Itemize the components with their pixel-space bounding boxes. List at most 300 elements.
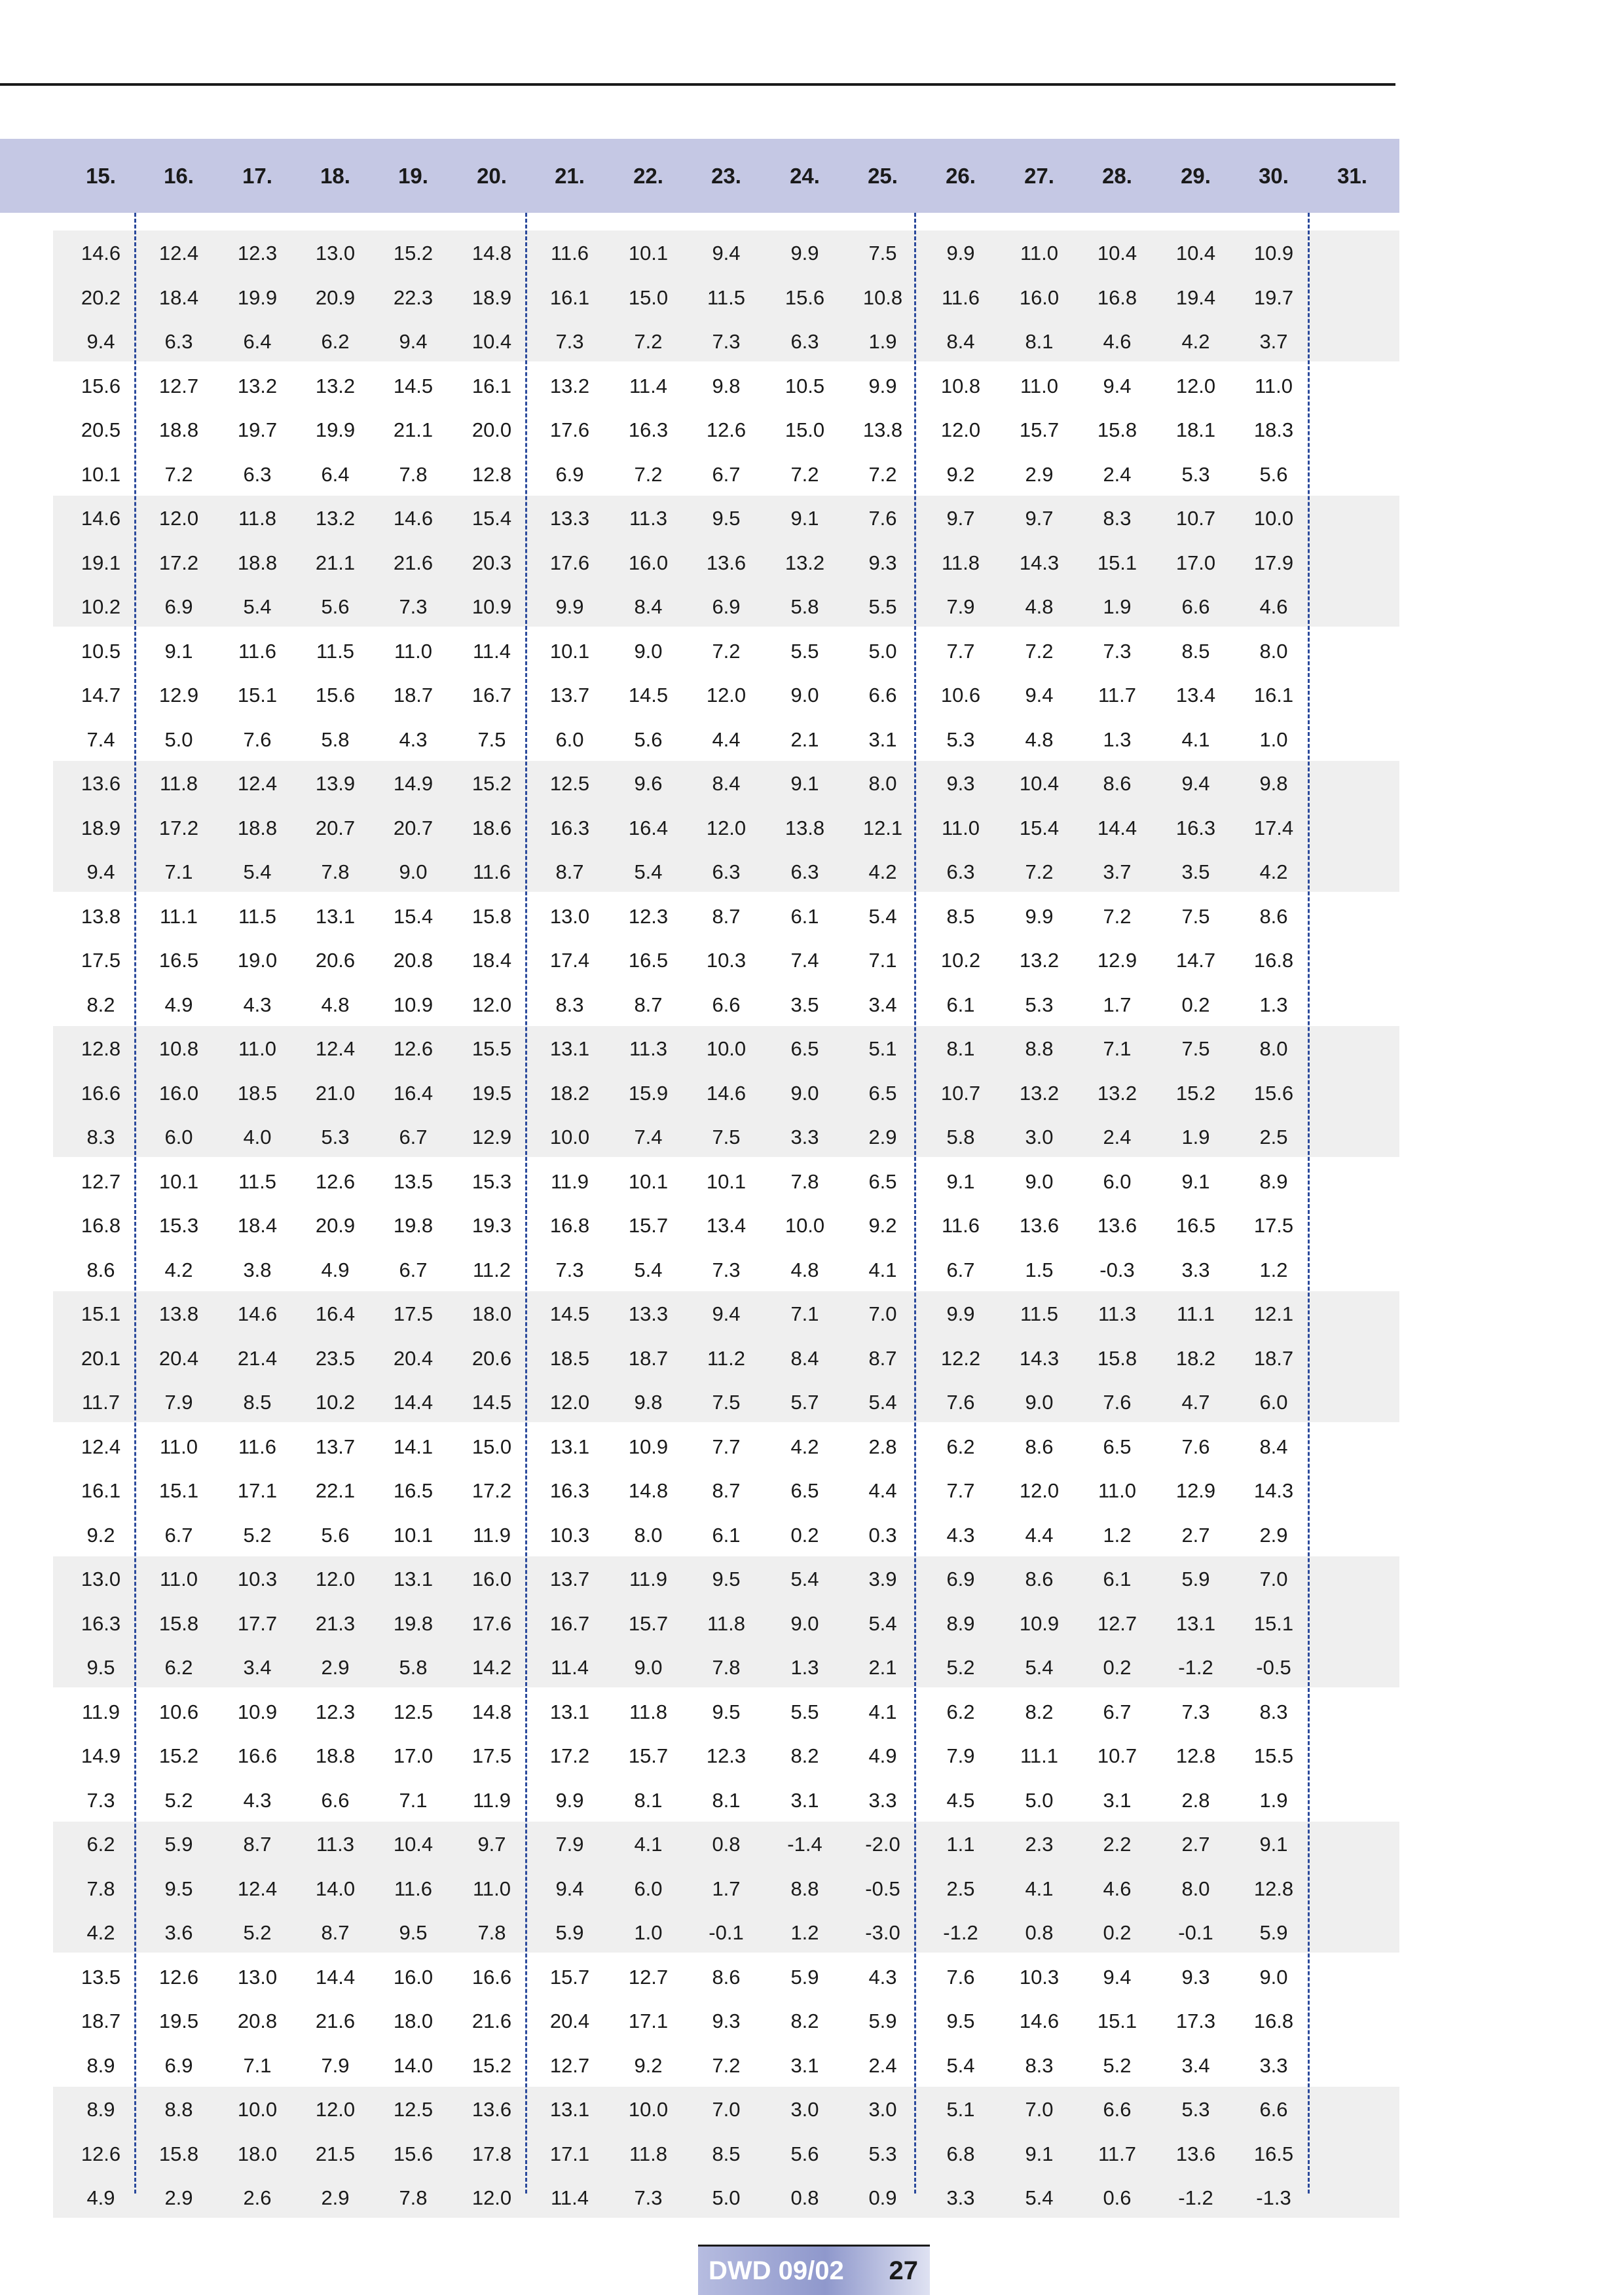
table-cell: 11.8 [629,1700,668,1723]
table-cell: 4.3 [243,993,272,1016]
table-cell: 6.3 [946,860,975,883]
table-cell: 18.7 [81,2010,121,2032]
table-cell: 15.7 [628,1214,669,1237]
table-cell: 5.0 [712,2186,741,2209]
table-cell [1314,1203,1391,1247]
table-cell: 9.1 [790,507,819,530]
table-cell: 5.6 [634,727,663,751]
table-cell: 18.0 [471,1302,512,1325]
table-cell: 10.2 [81,595,121,618]
table-cell: 4.6 [1103,330,1132,353]
footer-badge [698,2245,930,2295]
table-cell: 4.8 [1025,595,1054,618]
table-cell: -0.5 [1256,1656,1291,1679]
table-cell: 0.8 [1025,1921,1054,1944]
table-cell: 18.2 [1175,1346,1216,1370]
table-cell: 6.3 [790,860,819,883]
table-cell: 8.0 [1181,1877,1210,1900]
table-cell: 12.0 [706,684,747,707]
table-cell: 11.0 [159,1568,198,1590]
table-cell: 3.3 [1259,2053,1288,2077]
table-cell: 14.3 [1019,551,1060,574]
table-cell: 13.8 [81,904,121,928]
table-cell: 11.9 [81,1700,120,1723]
table-cell: 5.4 [1025,1656,1054,1679]
table-cell: 15.1 [158,1479,199,1502]
table-cell: 12.5 [393,1700,434,1723]
table-cell: 17.3 [1175,2010,1216,2032]
table-cell: 14.1 [393,1435,434,1458]
table-cell: 20.8 [393,949,434,972]
table-cell: 8.9 [86,2053,115,2077]
table-cell: 13.0 [549,904,590,928]
table-cell: 6.0 [164,1126,193,1148]
table-cell: 16.8 [549,1214,590,1237]
table-cell: 9.9 [946,242,975,265]
table-cell: 8.5 [712,2142,741,2165]
table-cell: 18.9 [81,816,121,839]
table-cell: 17.2 [158,551,199,574]
table-cell: 2.2 [1103,1833,1132,1856]
table-cell: 14.0 [393,2053,434,2077]
table-cell: 7.3 [1103,639,1132,663]
table-cell: 18.3 [1253,418,1294,441]
table-cell: 20.3 [471,551,512,574]
day-header: 29. [1181,164,1211,188]
table-cell: 14.6 [1019,2010,1060,2032]
table-cell [1314,1071,1391,1115]
table-cell: 8.2 [790,1744,819,1767]
table-cell [1314,1160,1391,1203]
table-cell: 10.9 [628,1435,669,1458]
table-cell: 7.3 [555,330,584,353]
table-cell [1314,1380,1391,1424]
table-cell: -3.0 [865,1921,900,1944]
table-cell: 9.5 [86,1656,115,1679]
table-cell: 4.5 [946,1788,975,1812]
table-cell: 6.7 [164,1523,193,1547]
table-cell: 6.6 [712,993,741,1016]
table-cell: 9.4 [399,330,428,353]
table-cell: 11.8 [159,772,198,795]
table-cell: 2.3 [1025,1833,1054,1856]
table-cell: 3.7 [1103,860,1132,883]
table-cell: 9.5 [712,507,741,530]
table-cell: 5.8 [321,727,350,751]
table-cell: 15.4 [1019,816,1060,839]
table-cell: 9.0 [1025,1169,1054,1193]
table-cell: 9.0 [399,860,428,883]
table-cell: -1.2 [1178,1656,1213,1679]
table-cell: 11.5 [316,639,355,663]
table-cell: 8.3 [555,993,584,1016]
day-header: 31. [1337,164,1367,188]
table-cell: 7.8 [86,1877,115,1900]
table-cell: 8.3 [1103,507,1132,530]
table-cell: 14.3 [1253,1479,1294,1502]
table-cell: 15.6 [1253,1081,1294,1105]
table-cell: 20.2 [81,285,121,309]
table-cell: 15.5 [471,1037,512,1060]
table-cell: 6.2 [321,330,350,353]
table-cell: -1.3 [1256,2186,1291,2209]
table-cell: 5.4 [243,595,272,618]
table-cell: 12.4 [237,1877,278,1900]
table-cell: 8.4 [712,772,741,795]
table-cell: 15.8 [158,2142,199,2165]
table-cell: 6.5 [868,1169,897,1193]
table-cell: 2.9 [164,2186,193,2209]
table-cell: 17.5 [81,949,121,972]
table-cell: 10.1 [706,1169,747,1193]
table-cell: 8.0 [868,772,897,795]
table-cell: 13.7 [549,684,590,707]
table-cell: 9.2 [868,1214,897,1237]
table-cell: 9.7 [477,1833,506,1856]
table-cell [1314,1955,1391,1999]
table-cell: 2.1 [868,1656,897,1679]
table-cell: 5.9 [555,1921,584,1944]
table-cell: 10.6 [158,1700,199,1723]
table-cell: 4.1 [868,1258,897,1281]
table-cell: 2.4 [1103,1126,1132,1148]
table-cell: 9.3 [712,2010,741,2032]
table-cell: 7.3 [555,1258,584,1281]
table-cell: 6.9 [555,462,584,486]
table-cell: 11.8 [707,1611,746,1635]
table-cell: 12.0 [1175,374,1216,397]
table-cell: 11.4 [472,639,511,663]
table-cell [1314,320,1391,363]
table-cell: 18.0 [393,2010,434,2032]
table-cell: 13.3 [628,1302,669,1325]
table-cell: 11.7 [81,1391,120,1414]
table-cell: 3.3 [868,1788,897,1812]
table-cell: 7.2 [164,462,193,486]
table-cell: 14.8 [471,1700,512,1723]
table-cell: 6.3 [712,860,741,883]
table-cell: 9.9 [868,374,897,397]
table-cell: 15.0 [628,285,669,309]
table-cell: 21.6 [471,2010,512,2032]
table-cell: 12.6 [393,1037,434,1060]
table-cell: 16.3 [549,1479,590,1502]
table-cell: 0.2 [1181,993,1210,1016]
table-cell: 11.9 [472,1788,511,1812]
table-cell: 16.4 [628,816,669,839]
table-cell: 6.5 [1103,1435,1132,1458]
table-cell: 7.2 [634,462,663,486]
table-cell: 19.9 [315,418,356,441]
table-cell: 8.9 [1259,1169,1288,1193]
table-cell: 11.5 [238,1169,277,1193]
table-cell: 20.6 [315,949,356,972]
table-cell: 6.5 [790,1479,819,1502]
table-cell: 7.0 [712,2098,741,2121]
table-cell: 8.0 [1259,1037,1288,1060]
table-cell: 10.8 [940,374,981,397]
table-cell: 6.7 [1103,1700,1132,1723]
table-cell: 9.6 [634,772,663,795]
table-cell: 13.0 [237,1965,278,1989]
table-cell: 15.1 [237,684,278,707]
table-cell: 10.7 [1097,1744,1137,1767]
table-cell: -1.4 [787,1833,822,1856]
table-cell: 9.1 [164,639,193,663]
table-cell: 11.0 [1020,242,1059,265]
table-cell: 18.5 [549,1346,590,1370]
table-cell [1314,1469,1391,1513]
table-cell: 16.4 [393,1081,434,1105]
table-cell: 10.2 [940,949,981,972]
table-cell: 7.7 [946,639,975,663]
table-cell: 5.4 [868,1391,897,1414]
table-cell [1314,2132,1391,2176]
table-cell: 12.0 [471,2186,512,2209]
table-cell: 7.3 [1181,1700,1210,1723]
table-cell: 1.3 [1103,727,1132,751]
table-cell: 15.8 [1097,418,1137,441]
table-cell: 15.1 [1097,551,1137,574]
table-cell: 6.1 [1103,1568,1132,1590]
table-cell: 16.6 [471,1965,512,1989]
table-cell: 3.0 [1025,1126,1054,1148]
table-cell: 19.7 [237,418,278,441]
table-cell: 13.0 [81,1568,121,1590]
table-cell: 8.7 [712,904,741,928]
table-cell: 10.3 [706,949,747,972]
table-cell: 5.4 [634,860,663,883]
table-cell: 12.7 [549,2053,590,2077]
table-cell: 16.1 [549,285,590,309]
table-cell: 5.4 [790,1568,819,1590]
table-cell: 5.3 [1181,2098,1210,2121]
table-cell: 17.1 [628,2010,669,2032]
table-cell: 13.1 [1175,1611,1216,1635]
table-cell: 11.7 [1098,684,1137,707]
table-cell: 15.9 [628,1081,669,1105]
table-cell: 20.8 [237,2010,278,2032]
table-cell: 12.2 [940,1346,981,1370]
table-cell: 10.0 [628,2098,669,2121]
table-cell: 5.3 [321,1126,350,1148]
table-cell: 15.4 [393,904,434,928]
table-cell: 11.5 [1020,1302,1059,1325]
table-cell: 12.0 [158,507,199,530]
table-cell: 9.4 [1181,772,1210,795]
table-cell: 15.7 [628,1744,669,1767]
table-cell: 18.8 [158,418,199,441]
table-cell: 15.6 [784,285,825,309]
table-cell: 21.6 [315,2010,356,2032]
day-header: 25. [868,164,898,188]
table-cell: 3.4 [868,993,897,1016]
table-cell: 9.2 [946,462,975,486]
table-cell: 9.4 [86,330,115,353]
table-cell: 3.5 [1181,860,1210,883]
table-cell: 5.6 [1259,462,1288,486]
table-cell: 16.8 [1253,2010,1294,2032]
table-cell: 16.8 [81,1214,121,1237]
table-cell: 6.3 [790,330,819,353]
table-cell: 9.0 [1259,1965,1288,1989]
table-cell: 11.0 [159,1435,198,1458]
table-cell: 12.0 [315,1568,356,1590]
table-cell: 9.8 [712,374,741,397]
table-cell: 13.2 [549,374,590,397]
table-cell: 17.9 [1253,551,1294,574]
table-cell: 1.9 [868,330,897,353]
table-cell: 8.6 [1103,772,1132,795]
table-cell: 16.7 [471,684,512,707]
table-cell: 15.7 [549,1965,590,1989]
table-cell: 4.9 [868,1744,897,1767]
table-cell [1314,938,1391,982]
table-cell: 18.7 [628,1346,669,1370]
table-cell: 15.1 [1253,1611,1294,1635]
table-cell: 10.3 [549,1523,590,1547]
table-cell: 7.1 [243,2053,272,2077]
table-cell: 5.9 [790,1965,819,1989]
day-header: 27. [1024,164,1054,188]
table-cell [1314,1911,1391,1955]
table-cell: 0.8 [712,1833,741,1856]
table-cell: 17.1 [549,2142,590,2165]
table-cell: 9.0 [790,1081,819,1105]
table-cell: 13.1 [549,1700,590,1723]
table-cell: 7.8 [321,860,350,883]
table-cell: 6.3 [164,330,193,353]
table-cell: 17.6 [471,1611,512,1635]
day-header: 24. [790,164,820,188]
table-cell: 12.4 [81,1435,121,1458]
table-cell: 18.7 [393,684,434,707]
table-cell: 2.6 [243,2186,272,2209]
table-cell: 5.2 [946,1656,975,1679]
table-cell: 9.5 [712,1700,741,1723]
table-cell: 12.6 [706,418,747,441]
table-cell: -0.5 [865,1877,900,1900]
table-cell: 13.6 [1097,1214,1137,1237]
table-cell: 18.6 [471,816,512,839]
table-cell: 5.0 [164,727,193,751]
table-cell: 13.6 [706,551,747,574]
table-cell: 11.9 [629,1568,668,1590]
table-cell: 4.3 [946,1523,975,1547]
table-cell: 12.6 [81,2142,121,2165]
table-cell: 16.6 [237,1744,278,1767]
table-cell: 14.7 [1175,949,1216,972]
table-cell: 12.7 [81,1169,121,1193]
table-cell [1314,1778,1391,1822]
table-cell [1314,496,1391,540]
table-cell: 7.3 [712,1258,741,1281]
table-cell: 5.9 [164,1833,193,1856]
table-cell: 5.3 [1181,462,1210,486]
table-cell: 19.7 [1253,285,1294,309]
table-cell: 9.4 [1103,1965,1132,1989]
table-cell: 10.7 [940,1081,981,1105]
table-cell: 7.2 [868,462,897,486]
table-cell: 5.8 [790,595,819,618]
table-cell: 11.3 [629,507,668,530]
table-cell: 11.1 [159,904,198,928]
table-cell: 13.8 [158,1302,199,1325]
table-cell: 4.9 [164,993,193,1016]
table-cell [1314,231,1391,275]
table-cell: 3.0 [868,2098,897,2121]
table-cell [1314,1513,1391,1557]
table-cell: 11.1 [1020,1744,1059,1767]
table-cell: 11.6 [941,285,980,309]
table-cell: 15.0 [784,418,825,441]
table-cell: 0.9 [868,2186,897,2209]
table-cell: 2.4 [868,2053,897,2077]
table-cell: 14.9 [81,1744,121,1767]
table-cell: 7.8 [399,2186,428,2209]
table-cell: 3.8 [243,1258,272,1281]
table-cell: 18.1 [1175,418,1216,441]
table-cell: 7.5 [1181,1037,1210,1060]
table-cell: 21.4 [237,1346,278,1370]
table-cell: 5.6 [321,1523,350,1547]
table-cell: 1.9 [1181,1126,1210,1148]
table-cell [1314,718,1391,762]
table-cell: 22.1 [315,1479,356,1502]
table-cell: 5.2 [164,1788,193,1812]
table-cell: 21.5 [315,2142,356,2165]
table-cell: 8.1 [946,1037,975,1060]
table-cell: 13.6 [81,772,121,795]
table-cell: 8.3 [86,1126,115,1148]
table-cell: 11.0 [1254,374,1293,397]
day-header: 20. [477,164,507,188]
table-cell: 17.2 [471,1479,512,1502]
table-cell: 7.3 [712,330,741,353]
table-cell: 6.0 [555,727,584,751]
table-cell: 4.8 [790,1258,819,1281]
table-cell: 14.6 [393,507,434,530]
table-cell: 2.8 [868,1435,897,1458]
table-cell [1314,2087,1391,2131]
table-cell: 1.0 [634,1921,663,1944]
table-cell: 7.0 [1259,1568,1288,1590]
table-cell: 7.3 [399,595,428,618]
table-cell: 8.0 [1259,639,1288,663]
table-cell: 19.8 [393,1214,434,1237]
table-cell: 16.3 [81,1611,121,1635]
table-cell: 20.4 [549,2010,590,2032]
table-cell: 11.2 [707,1346,746,1370]
table-cell: 6.9 [164,595,193,618]
table-cell: 10.2 [315,1391,356,1414]
table-cell: 10.6 [940,684,981,707]
table-cell: 1.3 [1259,993,1288,1016]
table-cell: 9.4 [86,860,115,883]
table-cell: 2.8 [1181,1788,1210,1812]
table-cell: 1.9 [1103,595,1132,618]
table-cell: 7.4 [790,949,819,972]
table-cell: 13.7 [315,1435,356,1458]
table-cell: 8.3 [1259,1700,1288,1723]
table-cell: 11.9 [550,1169,589,1193]
table-cell: 4.3 [243,1788,272,1812]
table-cell: 19.1 [81,551,121,574]
table-cell: 11.9 [472,1523,511,1547]
table-cell: 10.1 [158,1169,199,1193]
table-cell [1314,1602,1391,1645]
table-cell: 1.7 [1103,993,1132,1016]
